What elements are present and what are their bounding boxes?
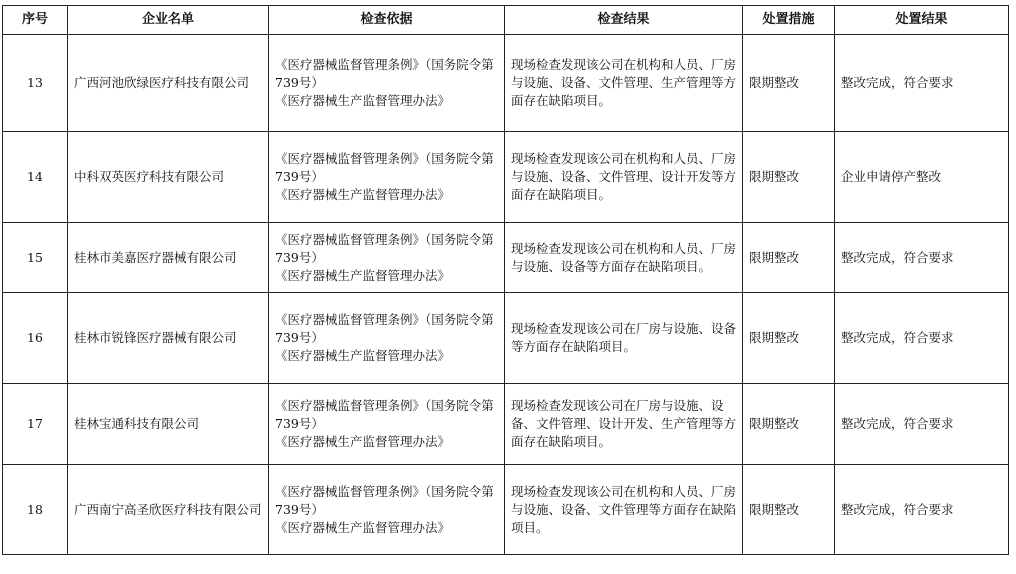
cell-serial-number: 17 <box>3 384 68 465</box>
cell-disposal-measure: 限期整改 <box>743 384 835 465</box>
basis-measures-text: 《医疗器械生产监督管理办法》 <box>275 348 451 363</box>
company-name-text: 桂林宝通科技有限公司 <box>74 416 200 431</box>
table-row <box>3 384 1009 465</box>
cell-inspection-result <box>505 384 743 465</box>
header-disposal-outcome: 处置结果 <box>835 6 1009 35</box>
header-disposal-measure: 处置措施 <box>743 6 835 35</box>
result-text: 现场检查发现该公司在厂房与设施、设备、文件管理、设计开发、生产管理等方面存在缺陷项目。 <box>511 398 737 449</box>
inspection-table-wrapper <box>2 5 1008 555</box>
cell-serial-number: 13 <box>3 35 68 132</box>
cell-inspection-basis <box>269 223 505 293</box>
cell-disposal-measure: 限期整改 <box>743 223 835 293</box>
company-name-text: 桂林市美嘉医疗器械有限公司 <box>74 249 237 265</box>
basis-regulation-text: 《医疗器械监督管理条例》（国务院令第739号） <box>275 151 494 184</box>
basis-measures-text: 《医疗器械生产监督管理办法》 <box>275 519 451 535</box>
cell-inspection-result <box>505 465 743 555</box>
table-row <box>3 35 1009 132</box>
cell-company-name <box>68 293 269 384</box>
cell-inspection-result <box>505 35 743 132</box>
cell-disposal-outcome: 整改完成，符合要求 <box>835 384 1009 465</box>
basis-measures-text: 《医疗器械生产监督管理办法》 <box>275 267 451 283</box>
basis-measures-text: 《医疗器械生产监督管理办法》 <box>275 93 451 108</box>
cell-serial-number: 16 <box>3 293 68 384</box>
basis-regulation-text: 《医疗器械监督管理条例》（国务院令第739号） <box>275 57 494 90</box>
cell-company-name <box>68 132 269 223</box>
cell-disposal-measure: 限期整改 <box>743 465 835 555</box>
header-company-name: 企业名单 <box>68 6 269 35</box>
cell-disposal-outcome: 整改完成，符合要求 <box>835 293 1009 384</box>
cell-disposal-measure: 限期整改 <box>743 293 835 384</box>
basis-measures-text: 《医疗器械生产监督管理办法》 <box>275 434 451 449</box>
basis-measures-text: 《医疗器械生产监督管理办法》 <box>275 187 451 202</box>
cell-inspection-basis <box>269 465 505 555</box>
cell-inspection-result <box>505 293 743 384</box>
header-inspection-result: 检查结果 <box>505 6 743 35</box>
inspection-table <box>2 5 1009 555</box>
cell-inspection-basis <box>269 384 505 465</box>
cell-serial-number: 15 <box>3 223 68 293</box>
company-name-text: 广西河池欣绿医疗科技有限公司 <box>74 75 250 90</box>
table-row <box>3 223 1009 293</box>
basis-regulation-text: 《医疗器械监督管理条例》（国务院令第739号） <box>275 483 494 517</box>
cell-disposal-outcome: 整改完成，符合要求 <box>835 223 1009 293</box>
cell-company-name <box>68 223 269 293</box>
cell-serial-number: 18 <box>3 465 68 555</box>
table-row <box>3 132 1009 223</box>
company-name-text: 广西南宁高圣欣医疗科技有限公司 <box>74 501 262 517</box>
cell-inspection-result <box>505 132 743 223</box>
basis-regulation-text: 《医疗器械监督管理条例》（国务院令第739号） <box>275 231 494 265</box>
cell-inspection-basis <box>269 293 505 384</box>
cell-company-name <box>68 384 269 465</box>
cell-inspection-basis <box>269 132 505 223</box>
result-text: 现场检查发现该公司在机构和人员、厂房与设施、设备、文件管理、设计开发等方面存在缺陷项目。 <box>511 151 737 202</box>
header-serial-number: 序号 <box>3 6 68 35</box>
cell-serial-number: 14 <box>3 132 68 223</box>
cell-disposal-outcome: 企业申请停产整改 <box>835 132 1009 223</box>
result-text: 现场检查发现该公司在厂房与设施、设备等方面存在缺陷项目。 <box>511 321 737 354</box>
company-name-text: 桂林市锐锋医疗器械有限公司 <box>74 330 237 345</box>
header-inspection-basis: 检查依据 <box>269 6 505 35</box>
basis-regulation-text: 《医疗器械监督管理条例》（国务院令第739号） <box>275 398 494 431</box>
cell-disposal-outcome: 整改完成，符合要求 <box>835 35 1009 132</box>
cell-inspection-basis <box>269 35 505 132</box>
table-row <box>3 293 1009 384</box>
cell-disposal-measure: 限期整改 <box>743 35 835 132</box>
table-header-row <box>3 6 1009 35</box>
cell-company-name <box>68 35 269 132</box>
cell-disposal-outcome: 整改完成，符合要求 <box>835 465 1009 555</box>
cell-inspection-result <box>505 223 743 293</box>
result-text: 现场检查发现该公司在机构和人员、厂房与设施、设备等方面存在缺陷项目。 <box>511 240 737 274</box>
result-text: 现场检查发现该公司在机构和人员、厂房与设施、设备、文件管理等方面存在缺陷项目。 <box>511 483 737 535</box>
basis-regulation-text: 《医疗器械监督管理条例》（国务院令第739号） <box>275 312 494 345</box>
cell-company-name <box>68 465 269 555</box>
cell-disposal-measure: 限期整改 <box>743 132 835 223</box>
company-name-text: 中科双英医疗科技有限公司 <box>74 169 225 184</box>
table-row <box>3 465 1009 555</box>
result-text: 现场检查发现该公司在机构和人员、厂房与设施、设备、文件管理、生产管理等方面存在缺陷项目。 <box>511 57 737 108</box>
